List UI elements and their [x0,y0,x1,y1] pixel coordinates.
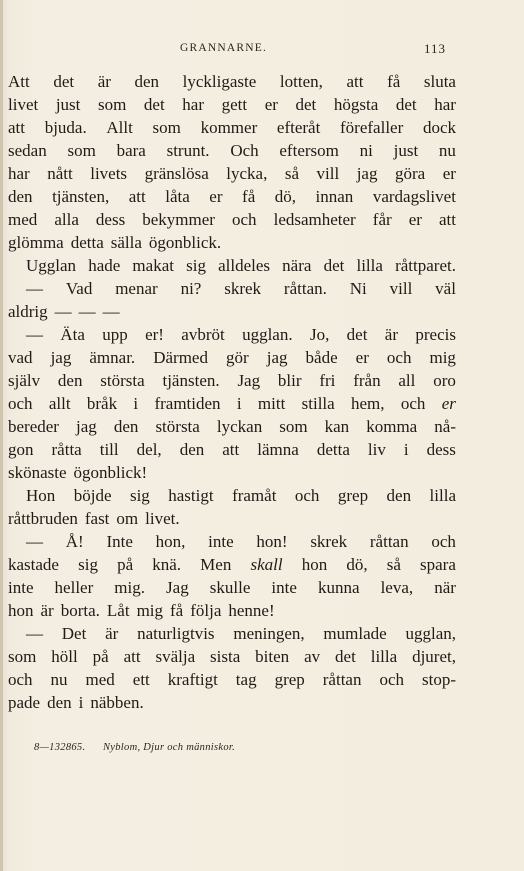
word: er [441,394,456,413]
word: menar [115,279,158,298]
word: kommer [200,118,258,137]
word: blir [277,371,302,390]
word: av [304,647,321,666]
word: mig. [114,578,145,597]
text-line [8,507,456,530]
word: mig [136,601,164,620]
word: det [395,95,417,114]
word: Och [230,141,259,160]
word: hon! [256,532,288,551]
word: kan [324,417,350,436]
word: och [294,486,320,505]
signature-title: Nyblom, Djur och människor. [102,742,236,753]
word: er [442,164,456,183]
word: — [26,624,43,643]
word: den [47,693,72,712]
running-title: GRANNARNE. [180,42,268,54]
word: grep [337,486,369,505]
word: som [8,647,37,666]
word: tag [235,670,257,689]
word: det [53,72,75,91]
word: till [99,440,119,459]
text-line [8,438,456,461]
word: detta [70,233,104,252]
word: väl [435,279,456,298]
text-line [8,70,456,93]
word: tjänsten, [52,187,110,206]
word: Äta [60,325,85,344]
word: komma [366,417,418,436]
word: dock [422,118,456,137]
word: all [398,371,416,390]
word: i [403,440,409,459]
word: mumlade [323,624,387,643]
word: ett [132,670,150,689]
word: hon, [155,532,186,551]
word: lilla [429,486,456,505]
word: Inte [106,532,133,551]
word: makat [132,256,174,275]
word: allt [48,394,71,413]
word: tjänsten. [162,371,220,390]
word: hon [8,601,34,620]
word: är [97,72,111,91]
word: få [387,72,401,91]
word: den [134,72,160,91]
word: — [102,302,120,321]
word: oro [433,371,456,390]
word: dö, [274,187,297,206]
word: Vad [65,279,93,298]
text-line [8,277,456,300]
word: bereder [8,417,59,436]
word: er [408,210,422,229]
word: största [100,371,145,390]
word: — [78,302,96,321]
word: stilla [301,394,335,413]
word: ögonblick! [73,463,148,482]
word: på [92,647,109,666]
word: aldrig [8,302,48,321]
word: näbben. [90,693,144,712]
page-gutter-edge [0,0,3,871]
word: Ni [349,279,367,298]
word: vill [389,279,413,298]
word: råttan [322,670,362,689]
word: största [155,417,200,436]
text-line [8,208,456,231]
text-line [8,93,456,116]
word: — [26,532,43,551]
word: del, [136,440,162,459]
word: det [346,325,368,344]
word: själv [8,371,41,390]
word: om [116,509,139,528]
word: som [67,141,96,160]
text-line [8,668,456,691]
word: gett [221,95,248,114]
text-line [8,553,456,576]
word: sälla [110,233,142,252]
word: liv [367,440,386,459]
body-text [8,70,456,714]
word: fri [319,371,336,390]
word: har [182,95,204,114]
word: gränslösa [144,164,209,183]
word: i [78,693,84,712]
page-number: 113 [424,41,447,56]
word: dess [426,440,456,459]
word: skrek [310,532,348,551]
word: Hon [26,486,56,505]
word: den [113,417,139,436]
word: högsta [333,95,379,114]
word: ni? [180,279,202,298]
word: råttan. [283,279,327,298]
word: att [346,72,364,91]
word: inte [271,578,297,597]
word: sig [129,486,150,505]
word: ledsamheter [273,210,356,229]
text-line [8,346,456,369]
word: att [438,210,456,229]
word: lotten, [279,72,323,91]
word: kastade [8,555,59,574]
word: vardagslivet [372,187,456,206]
text-line [8,599,456,622]
word: pade [8,693,41,712]
word: så [386,555,401,574]
word: att [222,440,240,459]
word: som [152,118,181,137]
word: upp [102,325,128,344]
word: meningen, [233,624,305,643]
word: sedan [8,141,47,160]
word: som [279,417,308,436]
word: lilla [370,647,398,666]
word: Jag [237,371,261,390]
word: skrek [224,279,262,298]
word: — [26,279,43,298]
word: livet. [145,509,180,528]
word: knä. [152,555,182,574]
word: djuret, [412,647,456,666]
word: den [8,187,33,206]
word: — [26,325,43,344]
word: med [85,670,115,689]
word: avbröt [181,325,225,344]
word: lämna [257,440,299,459]
word: den [57,371,83,390]
word: stop- [421,670,456,689]
word: den [179,440,205,459]
text-line [8,576,456,599]
word: är [384,325,399,344]
text-line [8,392,456,415]
word: och [8,394,33,413]
word: henne! [228,601,275,620]
word: framåt [232,486,277,505]
word: borta. [60,601,100,620]
word: det [295,95,317,114]
word: grep [274,670,305,689]
text-line [8,369,456,392]
word: sig [186,256,206,275]
word: och [8,670,33,689]
word: det [143,95,165,114]
word: Jag [166,578,189,597]
text-line [8,484,456,507]
word: och [400,394,426,413]
word: att [8,118,25,137]
word: Att [8,72,30,91]
word: nu [438,141,456,160]
word: er [264,95,278,114]
signature-code: 8—132865. [34,742,86,753]
word: är [105,624,119,643]
word: göra [394,164,426,183]
word: ni [359,141,373,160]
word: lycka, [226,164,268,183]
word: från [353,371,381,390]
word: gör [226,348,249,367]
word: med [8,210,38,229]
text-line [8,116,456,139]
word: hade [88,256,121,275]
word: detta [316,440,350,459]
text-line [8,622,456,645]
word: i [133,394,139,413]
word: leva, [380,578,414,597]
word: kunna [317,578,360,597]
word: hon [301,555,328,574]
text-line [8,691,456,714]
word: både [305,348,338,367]
word: lyckan [216,417,263,436]
word: och [386,348,412,367]
word: det [323,256,345,275]
word: alldeles [218,256,271,275]
word: eftersom [279,141,339,160]
word: heller [54,578,94,597]
word: jag [266,348,288,367]
word: lyckligaste [182,72,257,91]
word: råtta [51,440,82,459]
word: skönaste [8,463,67,482]
running-head [0,42,524,58]
word: få [242,187,256,206]
word: efteråt [276,118,321,137]
word: sluta [423,72,456,91]
word: och [232,210,257,229]
word: Å! [65,532,84,551]
word: råttan [369,532,409,551]
word: precis [415,325,456,344]
word: nå- [434,417,456,436]
word: som [97,95,127,114]
word: livets [90,164,128,183]
word: framtiden [154,394,221,413]
word: Men [200,555,232,574]
text-line [8,254,456,277]
text-line [8,530,456,553]
word: på [117,555,134,574]
word: hastigt [168,486,214,505]
word: lilla [356,256,383,275]
word: bråk [86,394,118,413]
word: Ugglan [26,256,77,275]
word: Låt [106,601,130,620]
word: har [434,95,456,114]
word: hem, [351,394,385,413]
word: att [123,647,141,666]
text-line [8,461,456,484]
word: Allt [106,118,133,137]
word: har [8,164,30,183]
word: dö, [346,555,368,574]
text-line [8,645,456,668]
text-line [8,162,456,185]
word: ögonblick. [148,233,222,252]
text-line [8,231,456,254]
word: sista [210,647,241,666]
word: kraftigt [167,670,218,689]
word: vill [316,164,340,183]
word: nått [47,164,73,183]
word: gon [8,440,34,459]
printer-signature [34,742,235,753]
word: just [55,95,81,114]
word: följa [190,601,222,620]
word: Det [61,624,87,643]
word: nära [282,256,312,275]
word: ämnar. [89,348,136,367]
text-line [8,415,456,438]
word: er! [145,325,164,344]
word: jag [76,417,97,436]
word: er [355,348,369,367]
word: är [40,601,54,620]
word: biten [255,647,290,666]
word: att [128,187,146,206]
word: er [209,187,223,206]
word: bekymmer [142,210,215,229]
word: så [284,164,300,183]
word: få [170,601,184,620]
word: ugglan, [405,624,456,643]
word: bjuda. [44,118,87,137]
word: låta [165,187,190,206]
word: den [386,486,412,505]
word: nu [50,670,68,689]
word: livet [8,95,39,114]
word: jag [356,164,378,183]
word: — [54,302,72,321]
word: sig [78,555,98,574]
word: glömma [8,233,64,252]
word: inte [208,532,234,551]
text-line [8,185,456,208]
word: inte [8,578,34,597]
word: ugglan. [242,325,293,344]
word: Jo, [309,325,330,344]
word: får [372,210,392,229]
word: innan [315,187,354,206]
word: fast [84,509,110,528]
word: alla [54,210,79,229]
word: mig [429,348,456,367]
word: bara [116,141,146,160]
word: jag [50,348,72,367]
word: spara [420,555,456,574]
word: förefaller [340,118,404,137]
text-line [8,323,456,346]
word: naturligtvis [137,624,215,643]
word: strunt. [166,141,210,160]
word: och [379,670,404,689]
word: och [431,532,456,551]
word: just [393,141,419,160]
word: höll [51,647,78,666]
word: mitt [257,394,286,413]
word: i [236,394,242,413]
text-line [8,139,456,162]
word: dess [95,210,126,229]
word: svälja [155,647,196,666]
word: råttparet. [395,256,456,275]
word: skulle [209,578,251,597]
word: skall [250,555,283,574]
word: vad [8,348,33,367]
word: Därmed [153,348,208,367]
word: när [434,578,456,597]
word: böjde [73,486,112,505]
text-line [8,300,456,323]
word: det [335,647,356,666]
word: råttbruden [8,509,78,528]
